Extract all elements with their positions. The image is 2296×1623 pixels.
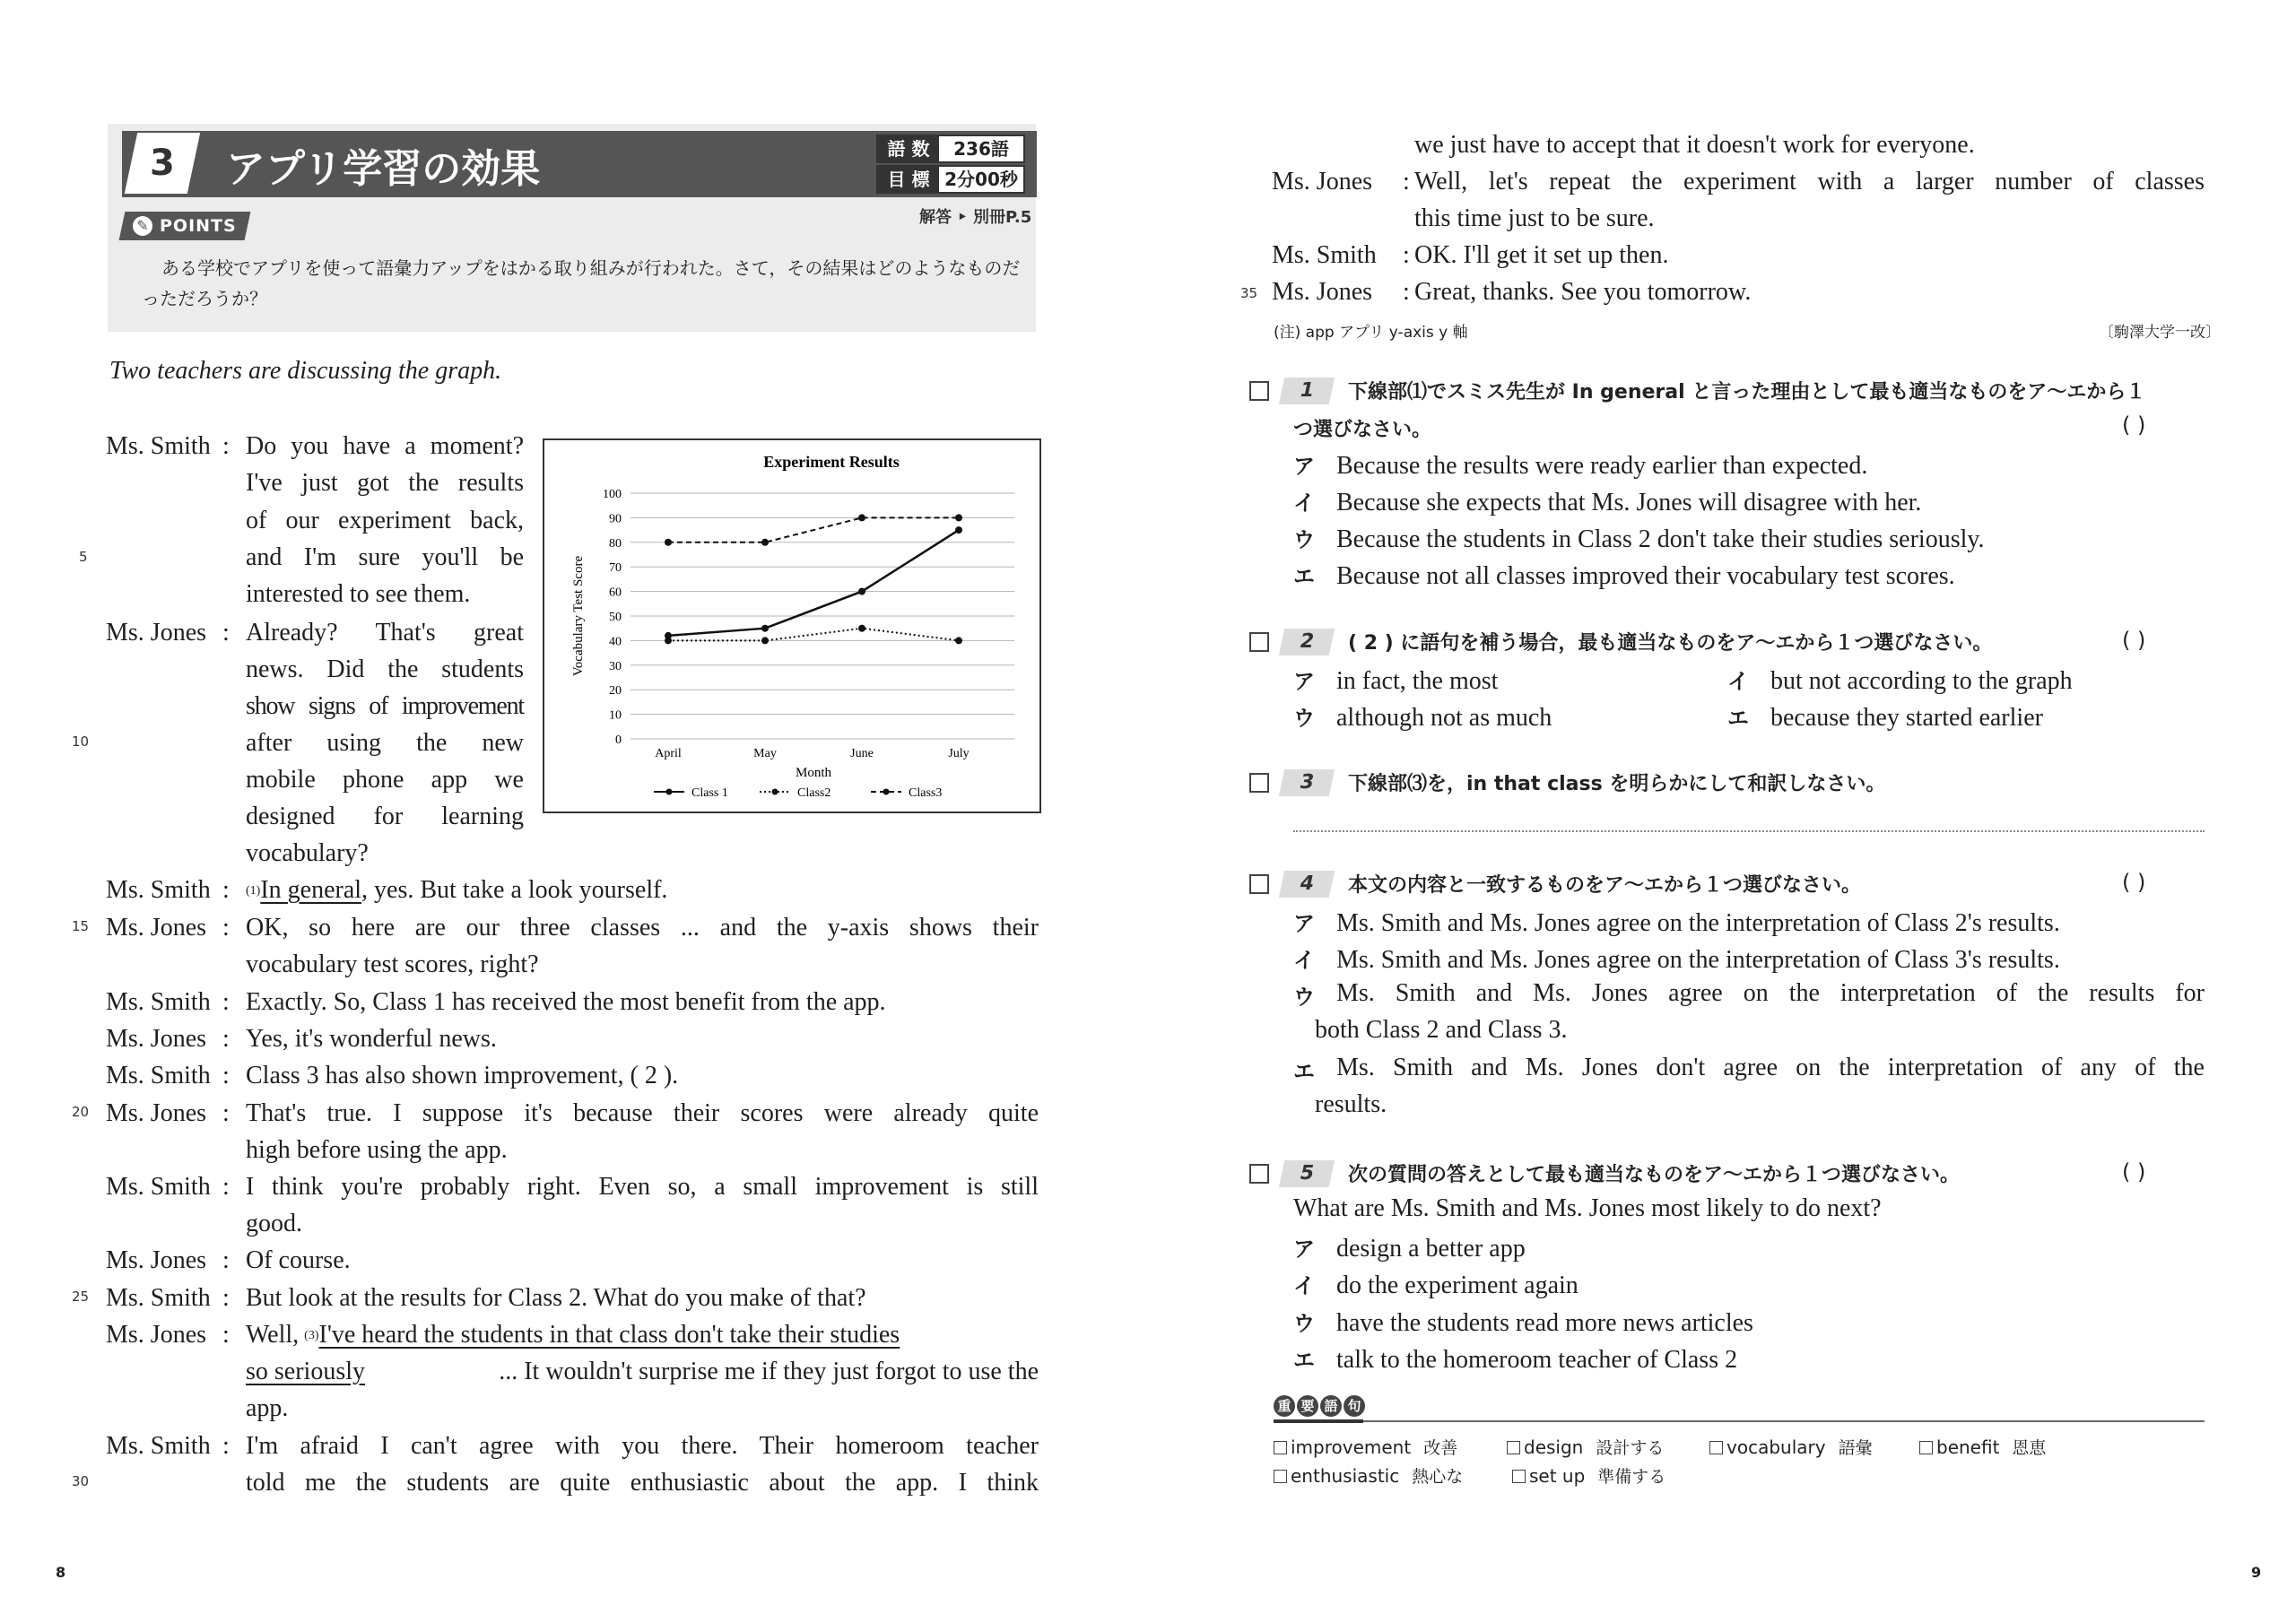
speaker-colon: : (222, 1025, 230, 1053)
passage-line: I think you're probably right. Even so, a small improvement is still (246, 1173, 1039, 1201)
question-text: 次の質問の答えとして最も適当なものをア〜エから１つ選びなさい。 (1348, 1164, 1961, 1186)
legend-label: Class2 (797, 786, 831, 800)
data-point (665, 539, 672, 546)
speaker-colon: : (222, 1321, 230, 1349)
answer-reference: 解答 ‣ 別冊P.5 (919, 208, 1032, 227)
key-phrases-badge: 重 要 語 句 (1274, 1395, 1365, 1417)
question-number: 2 (1279, 629, 1335, 655)
x-tick-label: July (948, 747, 970, 760)
chart-title: Experiment Results (763, 453, 900, 471)
checkbox[interactable] (1274, 1441, 1287, 1454)
question-text: 下線部⑴でスミス先生が In general と言った理由として最も適当なものをア〜エから１ (1348, 381, 2146, 404)
question-3 (1249, 768, 1885, 796)
speaker-label: Ms. Smith (106, 876, 211, 904)
line-number: 30 (72, 1473, 90, 1489)
option: イ Because she expects that Ms. Jones will disagree with her. (1293, 489, 1922, 516)
speaker-label: Ms. Jones (1272, 278, 1373, 306)
option: ア Ms. Smith and Ms. Jones agree on the interpretation of Class 2's results. (1293, 909, 2060, 937)
page-number-right: 9 (2251, 1564, 2262, 1581)
line-number: 35 (1240, 285, 1258, 301)
speaker-label: Ms. Jones (106, 914, 207, 942)
y-tick-label: 20 (609, 684, 622, 699)
speaker-label: Ms. Smith (106, 988, 211, 1016)
data-point (761, 637, 769, 644)
passage-line: we just have to accept that it doesn't work for everyone. (1414, 131, 1975, 159)
speaker-colon: : (222, 1099, 230, 1127)
data-point (955, 637, 962, 644)
option: エ Because not all classes improved their vocabulary test scores. (1293, 562, 1955, 590)
y-tick-label: 30 (609, 659, 622, 673)
passage-line: after using the new (246, 729, 524, 757)
glossary-notes: (注) app アプリ y-axis y 軸 (1274, 324, 1468, 342)
speaker-colon: : (222, 1173, 230, 1201)
vocab-item: set up 準備する (1512, 1463, 1665, 1488)
line-number: 10 (72, 733, 90, 750)
question-number: 1 (1279, 378, 1335, 404)
series-line (668, 629, 959, 641)
passage-line: $^{(1)}$In general, yes. But take a look yourself. (246, 876, 668, 904)
speaker-label: Ms. Smith (106, 1432, 211, 1460)
answer-paren: ( ) (2122, 870, 2146, 895)
speaker-label: Ms. Smith (106, 1173, 211, 1201)
underline-marker: (3) (304, 1329, 319, 1342)
option: ア Because the results were ready earlier than expected. (1293, 452, 1868, 480)
y-tick-label: 60 (609, 586, 622, 600)
passage-line: told me the students are quite enthusiastic about the app. I think (246, 1469, 1039, 1497)
question-5 (1249, 1159, 1960, 1187)
speaker-colon: : (222, 1062, 230, 1089)
passage-line: interested to see them. (246, 580, 471, 608)
speaker-colon: : (222, 432, 230, 460)
passage-line: so seriously ... It wouldn't surprise me if they just forgot to use the (246, 1358, 1039, 1385)
data-point (761, 625, 769, 632)
option: エ because they started earlier (1727, 704, 2043, 732)
option: ウ have the students read more news articles (1293, 1309, 1753, 1337)
option: ウ Because the students in Class 2 don't take their studies seriously. (1293, 525, 1985, 553)
question-number: 4 (1279, 871, 1335, 898)
passage-line: Yes, it's wonderful news. (246, 1025, 497, 1053)
checkbox[interactable] (1507, 1441, 1520, 1454)
speaker-colon: : (222, 988, 230, 1016)
passage-line: Class 3 has also shown improvement, ( 2 ). (246, 1062, 679, 1089)
speaker-colon: : (1403, 241, 1410, 269)
source-citation: 〔駒澤大学一改〕 (2099, 324, 2221, 342)
unit-number: 3 (150, 143, 175, 184)
question-2 (1249, 628, 1992, 655)
x-tick-label: April (655, 747, 682, 760)
vocab-item: enthusiastic 熱心な (1274, 1463, 1463, 1488)
option: ア design a better app (1293, 1235, 1526, 1263)
passage-line: I'm afraid I can't agree with you there. Their homeroom teacher (246, 1432, 1039, 1460)
option: イ Ms. Smith and Ms. Jones agree on the interpretation of Class 3's results. (1293, 946, 2060, 974)
option: エ talk to the homeroom teacher of Class 2 (1293, 1346, 1738, 1374)
target-time-value: 2分00秒 (944, 169, 1018, 190)
unit-number-box (125, 133, 200, 194)
underlined-phrase-1: In general (260, 876, 362, 904)
option: ウ although not as much (1293, 704, 1552, 732)
speaker-label: Ms. Jones (106, 1321, 207, 1349)
y-tick-label: 80 (609, 536, 622, 551)
passage-line: vocabulary test scores, right? (246, 950, 539, 978)
question-text: ( 2 ) に語句を補う場合，最も適当なものをア〜エから１つ選びなさい。 (1348, 632, 1993, 655)
checkbox[interactable] (1919, 1441, 1933, 1454)
speaker-label: Ms. Smith (106, 1284, 211, 1312)
speaker-label: Ms. Jones (106, 1246, 207, 1274)
x-axis-label: Month (795, 766, 832, 780)
question-number: 3 (1279, 769, 1335, 796)
data-point (665, 637, 672, 644)
y-tick-label: 90 (609, 512, 622, 526)
speaker-label: Ms. Jones (1272, 168, 1373, 195)
passage-line: Exactly. So, Class 1 has received the most benefit from the app. (246, 988, 886, 1016)
speaker-colon: : (1403, 278, 1410, 306)
data-point (955, 514, 962, 521)
speaker-label: Ms. Jones (106, 1025, 207, 1053)
option: ア in fact, the most (1293, 667, 1499, 695)
question-number: 5 (1279, 1160, 1335, 1187)
passage-line: news. Did the students (246, 655, 524, 683)
option-cont: both Class 2 and Class 3. (1315, 1016, 1568, 1044)
passage-line: mobile phone app we (246, 766, 524, 794)
passage-line: high before using the app. (246, 1136, 508, 1164)
option: ウ Ms. Smith and Ms. Jones agree on the interpretation of the results for (1293, 979, 2205, 1010)
x-tick-label: June (850, 747, 874, 760)
speaker-label: Ms. Jones (106, 1099, 207, 1127)
checkbox[interactable] (1709, 1441, 1723, 1454)
data-point (761, 539, 769, 546)
y-tick-label: 0 (615, 733, 622, 747)
points-tag (119, 212, 251, 240)
speaker-colon: : (222, 1284, 230, 1312)
underline-marker: (1) (246, 884, 261, 898)
target-time-label: 目 標 (878, 167, 939, 192)
line-number: 25 (72, 1289, 90, 1305)
passage-line: app. (246, 1394, 289, 1422)
y-tick-label: 50 (609, 611, 622, 624)
option: イ do the experiment again (1293, 1271, 1578, 1299)
series-line (668, 530, 959, 636)
vocab-item: improvement 改善 (1274, 1435, 1457, 1459)
line-number: 15 (72, 918, 90, 934)
passage-line: this time just to be sure. (1414, 204, 1655, 232)
option: イ but not according to the graph (1727, 667, 2073, 695)
question-4 (1249, 870, 1861, 898)
checkbox[interactable] (1249, 773, 1269, 793)
checkbox[interactable] (1512, 1470, 1526, 1483)
question-5-prompt: What are Ms. Smith and Ms. Jones most likely to do next? (1293, 1194, 1882, 1222)
y-tick-label: 100 (603, 488, 622, 501)
experiment-chart (543, 438, 1041, 813)
points-label: POINTS (160, 216, 237, 236)
passage-intro: Two teachers are discussing the graph. (109, 357, 502, 385)
answer-paren: ( ) (2122, 412, 2146, 438)
passage-line: of our experiment back, (246, 507, 524, 534)
y-tick-label: 10 (609, 708, 622, 723)
checkbox[interactable] (1249, 1164, 1269, 1184)
question-text-cont: つ選びなさい。 (1293, 419, 1432, 441)
word-count-value: 236語 (953, 138, 1009, 160)
word-count-box (876, 135, 1025, 163)
target-time-box (876, 165, 1025, 194)
speaker-colon: : (1403, 168, 1410, 195)
vocab-item: vocabulary 語彙 (1709, 1435, 1873, 1459)
checkbox[interactable] (1249, 381, 1269, 401)
answer-paren: ( ) (2122, 628, 2146, 653)
checkbox[interactable] (1274, 1470, 1287, 1483)
passage-line: show signs of improvement (246, 692, 524, 720)
option-cont: results. (1315, 1090, 1387, 1118)
data-point (858, 514, 865, 521)
passage-line: OK. I'll get it set up then. (1414, 241, 1669, 269)
passage-line: designed for learning (246, 803, 524, 830)
data-point (955, 526, 962, 534)
speaker-colon: : (222, 876, 230, 904)
speaker-colon: : (222, 1432, 230, 1460)
unit-title: アプリ学習の効果 (226, 146, 541, 192)
passage-line: I've just got the results (246, 469, 524, 497)
checkbox[interactable] (1249, 874, 1269, 894)
checkbox[interactable] (1249, 632, 1269, 652)
line-number: 20 (72, 1104, 90, 1120)
y-tick-label: 70 (609, 561, 622, 576)
speaker-label: Ms. Smith (106, 432, 211, 460)
passage-line: That's true. I suppose it's because their scores were already quite (246, 1099, 1039, 1127)
pencil-icon: ✎ (133, 216, 152, 236)
passage-line: Already? That's great (246, 619, 524, 647)
y-axis-label: Vocabulary Test Score (571, 555, 586, 677)
page-number-left: 8 (56, 1564, 66, 1581)
chart-svg (544, 440, 1039, 812)
speaker-label: Ms. Smith (1272, 241, 1377, 269)
speaker-colon: : (222, 1246, 230, 1274)
legend-marker (666, 789, 673, 795)
y-tick-label: 40 (609, 635, 622, 649)
legend-label: Class 1 (691, 786, 728, 800)
divider-accent (1274, 1419, 1363, 1423)
legend-label: Class3 (909, 786, 943, 800)
data-point (858, 625, 865, 632)
question-text: 下線部⑶を，in that class を明らかにして和訳しなさい。 (1348, 773, 1886, 795)
passage-line: Do you have a moment? (246, 432, 524, 460)
points-text: ある学校でアプリを使って語彙力アップをはかる取り組みが行われた。さて，その結果はどのようなものだっただろうか？ (142, 257, 1021, 309)
passage-line: vocabulary? (246, 839, 369, 867)
passage-line: Well, $^{(3)}$I've heard the students in that class don't take their studies (246, 1321, 900, 1349)
question-text: 本文の内容と一致するものをア〜エから１つ選びなさい。 (1348, 874, 1862, 897)
passage-line: Great, thanks. See you tomorrow. (1414, 278, 1752, 306)
speaker-colon: : (222, 914, 230, 942)
vocab-item: design 設計する (1507, 1435, 1664, 1459)
speaker-colon: : (222, 619, 230, 647)
passage-line: and I'm sure you'll be (246, 543, 524, 571)
divider (1274, 1420, 2205, 1422)
option: エ Ms. Smith and Ms. Jones don't agree on the interpretation of any of the (1293, 1054, 2205, 1084)
passage-line: good. (246, 1210, 302, 1237)
passage-line: Of course. (246, 1246, 351, 1274)
line-number: 5 (79, 549, 88, 565)
data-point (858, 588, 865, 595)
legend-marker (883, 789, 890, 795)
speaker-label: Ms. Jones (106, 619, 207, 647)
passage-line: OK, so here are our three classes ... and the y-axis shows their (246, 914, 1039, 942)
legend-marker (772, 789, 778, 795)
series-line (668, 517, 959, 542)
answer-paren: ( ) (2122, 1159, 2146, 1185)
vocab-item: benefit 恩恵 (1919, 1435, 2046, 1459)
word-count-label: 語 数 (878, 136, 939, 161)
speaker-label: Ms. Smith (106, 1062, 211, 1089)
question-1 (1249, 377, 2145, 404)
underlined-phrase-3-cont: so seriously (246, 1358, 365, 1385)
passage-line: But look at the results for Class 2. What do you make of that? (246, 1284, 866, 1312)
underlined-phrase-3: I've heard the students in that class don't take their studies (318, 1321, 900, 1349)
passage-line: Well, let's repeat the experiment with a larger number of classes (1414, 168, 2205, 195)
x-tick-label: May (753, 747, 777, 760)
answer-line[interactable] (1293, 830, 2205, 832)
